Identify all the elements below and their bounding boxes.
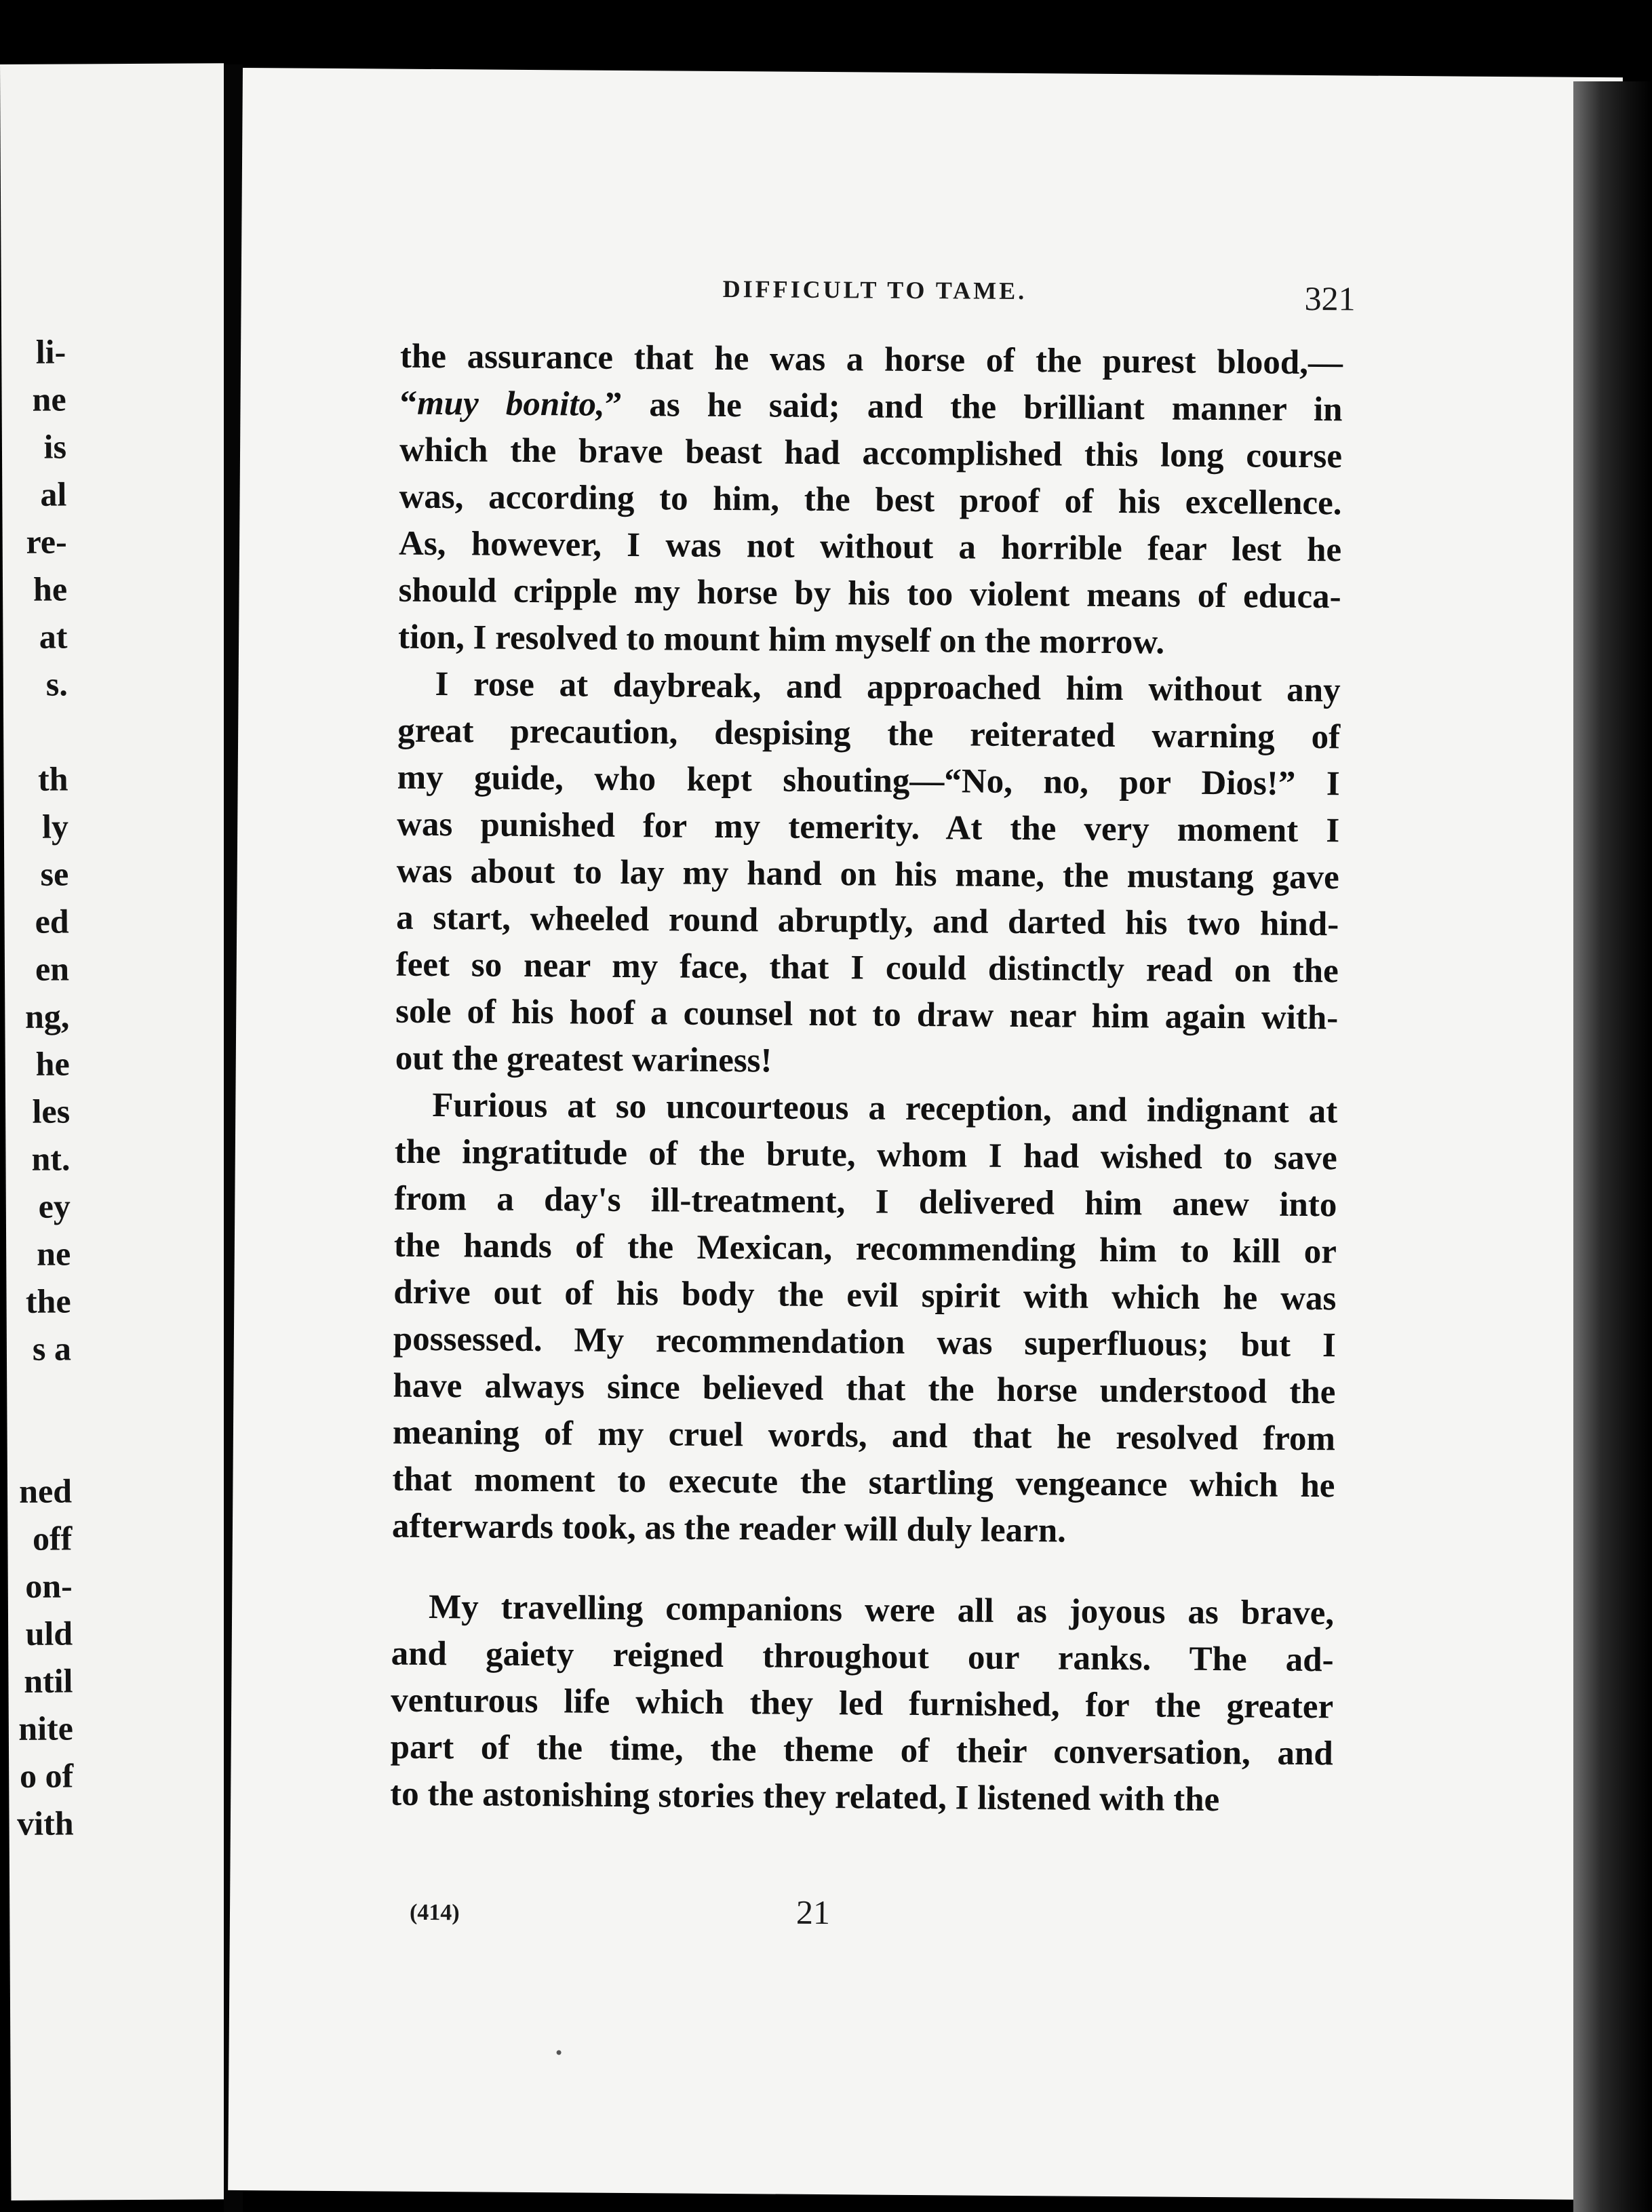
text-line: part of the time, the theme of their conversation, and	[390, 1728, 1333, 1773]
left-page-fragment: is	[43, 427, 67, 466]
left-page-fragment: nt.	[31, 1139, 71, 1178]
text-line: a start, wheeled round abruptly, and darted his two hind-	[396, 898, 1339, 944]
left-page-fragment: re-	[26, 522, 67, 561]
left-page-fragment: s.	[45, 665, 68, 703]
text-line: was punished for my temerity. At the very moment I	[397, 805, 1340, 850]
text-line: I rose at daybreak, and approached him without any	[435, 665, 1341, 710]
sheet-number: 21	[795, 1893, 831, 1932]
left-page-fragment: he	[35, 1044, 70, 1083]
left-page-fragment: vith	[17, 1804, 74, 1842]
left-page-fragment: en	[35, 949, 70, 988]
signature-mark: (414)	[409, 1899, 460, 1926]
left-page-fragment: al	[40, 475, 67, 513]
book-page	[228, 68, 1623, 2200]
text-line: feet so near my face, that I could distinctly read on the	[395, 945, 1339, 991]
text-line: the hands of the Mexican, recommending him to kill or	[393, 1226, 1337, 1271]
italic-phrase: muy bonito,	[416, 384, 605, 424]
text-line: tion, I resolved to mount him myself on the morrow.	[397, 618, 1165, 662]
scan-border-top	[0, 0, 1652, 71]
text-line: have always since believed that the horse understood the	[393, 1366, 1336, 1412]
left-page-fragment: ed	[35, 902, 69, 941]
text-line: which the brave beast had accomplished this long course	[399, 431, 1343, 476]
paragraph	[390, 1584, 1334, 1825]
body-text	[390, 334, 1343, 1825]
text-line: from a day's ill-treatment, I delivered him anew into	[394, 1179, 1337, 1225]
text-line: that moment to execute the startling vengeance which he	[392, 1460, 1335, 1505]
page-edge-shadow	[1573, 81, 1652, 2212]
left-page-fragment: nite	[18, 1709, 73, 1747]
left-page-fragment: se	[40, 854, 69, 893]
text-line: “muy bonito,” as he said; and the brilliant manner in	[399, 384, 1343, 429]
text-line: sole of his hoof a counsel not to draw near him again with-	[395, 992, 1339, 1038]
left-page-fragment: at	[39, 617, 68, 656]
left-page-fragment: uld	[25, 1614, 73, 1653]
left-page-fragment: ntil	[24, 1661, 73, 1700]
text-line: the ingratitude of the brute, whom I had wished to save	[394, 1132, 1338, 1178]
text-line: should cripple my horse by his too violent means of educa-	[398, 571, 1341, 616]
left-page-fragment: les	[32, 1092, 71, 1130]
paragraph	[395, 661, 1341, 1089]
page-speck	[557, 2050, 562, 2055]
left-page-fragment: ly	[41, 807, 69, 846]
left-facing-page	[0, 63, 235, 2200]
left-page-fragment: o of	[19, 1756, 74, 1795]
left-page-fragment: he	[33, 570, 68, 608]
text-line: out the greatest wariness!	[395, 1039, 772, 1080]
left-page-fragment: ng,	[24, 997, 70, 1035]
text-line: was about to lay my hand on his mane, the mustang gave	[396, 852, 1339, 897]
left-page-fragment: s a	[32, 1329, 72, 1368]
text-line: my guide, who kept shouting—“No, no, por Dios!” I	[397, 758, 1340, 804]
text-line: the assurance that he was a horse of the purest blood,—	[399, 337, 1343, 382]
left-page-fragment: on-	[25, 1566, 73, 1605]
paragraph	[398, 334, 1343, 668]
page-number: 321	[1304, 279, 1356, 318]
running-head: DIFFICULT TO TAME.	[722, 275, 1027, 305]
left-page-fragment: the	[25, 1282, 71, 1320]
text-line: afterwards took, as the reader will duly learn.	[391, 1507, 1067, 1550]
left-page-fragment: ey	[38, 1187, 71, 1225]
left-page-fragment: li-	[35, 332, 66, 371]
text-line: possessed. My recommendation was superfluous; but I	[393, 1320, 1337, 1365]
text-line: and gaiety reigned throughout our ranks. The ad-	[391, 1634, 1334, 1680]
text-line: Furious at so uncourteous a reception, and indignant at	[432, 1086, 1338, 1131]
left-page-fragment: ne	[37, 1234, 71, 1273]
text-line: great precaution, despising the reiterated warning of	[397, 711, 1341, 757]
text-line: drive out of his body the evil spirit with which he was	[393, 1273, 1337, 1318]
left-page-fragment: th	[37, 759, 68, 798]
text-line: to the astonishing stories they related, I listened with the	[390, 1775, 1220, 1819]
text-line: venturous life which they led furnished, for the greater	[391, 1681, 1334, 1726]
paragraph	[392, 1082, 1338, 1557]
text-line: As, however, I was not without a horrible fear lest he	[398, 524, 1342, 570]
text-line: meaning of my cruel words, and that he resolved from	[392, 1413, 1336, 1459]
left-page-fragment: off	[32, 1519, 73, 1558]
left-page-fragment: ned	[19, 1472, 73, 1510]
text-line: was, according to him, the best proof of his excellence.	[399, 477, 1342, 523]
text-line: My travelling companions were all as joyous as brave,	[428, 1587, 1335, 1633]
left-page-fragment: ne	[32, 380, 66, 418]
